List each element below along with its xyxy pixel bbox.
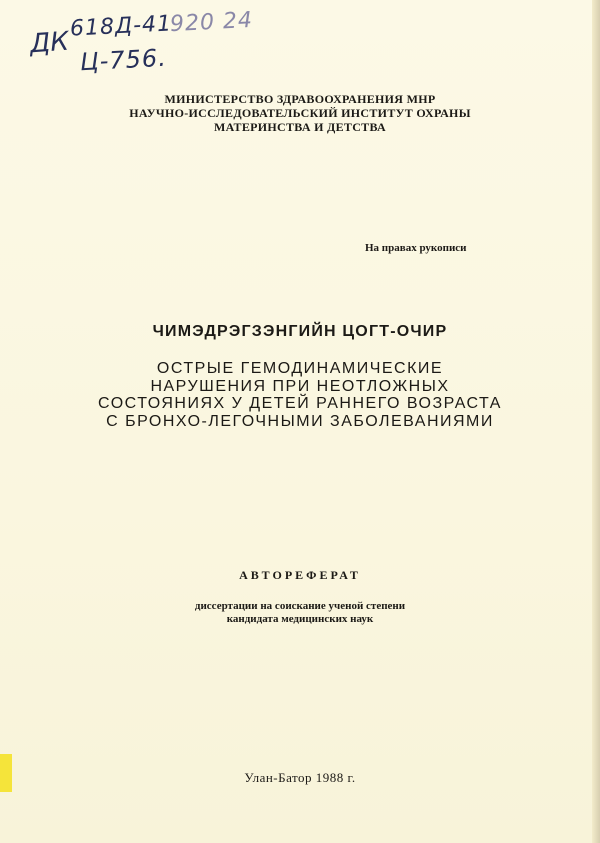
title-line: СОСТОЯНИЯХ У ДЕТЕЙ РАННЕГО ВОЗРАСТА: [98, 395, 502, 412]
institution-line: МИНИСТЕРСТВО ЗДРАВООХРАНЕНИЯ МНР: [164, 92, 436, 106]
title-line: С БРОНХО-ЛЕГОЧНЫМИ ЗАБОЛЕВАНИЯМИ: [106, 412, 494, 430]
place-and-year: Улан-Батор 1988 г.: [244, 770, 356, 785]
handwritten-call-number: Ц-756.: [79, 43, 168, 77]
purpose-line: диссертации на соискание ученой степени: [194, 600, 406, 612]
title-line: ОСТРЫЕ ГЕМОДИНАМИЧЕСКИЕ: [156, 360, 444, 377]
institution-line: НАУЧНО-ИССЛЕДОВАТЕЛЬСКИЙ ИНСТИТУТ ОХРАНЫ: [129, 106, 471, 120]
handwritten-library-code: ДК: [29, 26, 70, 60]
handwritten-inventory-number: 920 24: [169, 7, 254, 38]
document-type: АВТОРЕФЕРАТ: [239, 568, 361, 582]
institution-header: [0, 92, 600, 134]
title-line: НАРУШЕНИЯ ПРИ НЕОТЛОЖНЫХ: [150, 377, 450, 395]
institution-line: МАТЕРИНСТВА И ДЕТСТВА: [213, 120, 386, 134]
dissertation-purpose: [0, 600, 600, 626]
dissertation-title: [0, 360, 600, 430]
purpose-line: кандидата медицинских наук: [226, 613, 374, 625]
handwritten-shelf-mark: 618Д-41: [69, 11, 173, 42]
rights-note: На правах рукописи: [365, 242, 467, 254]
author-name: ЧИМЭДРЭГЗЭНГИЙН ЦОГТ-ОЧИР: [152, 323, 448, 340]
